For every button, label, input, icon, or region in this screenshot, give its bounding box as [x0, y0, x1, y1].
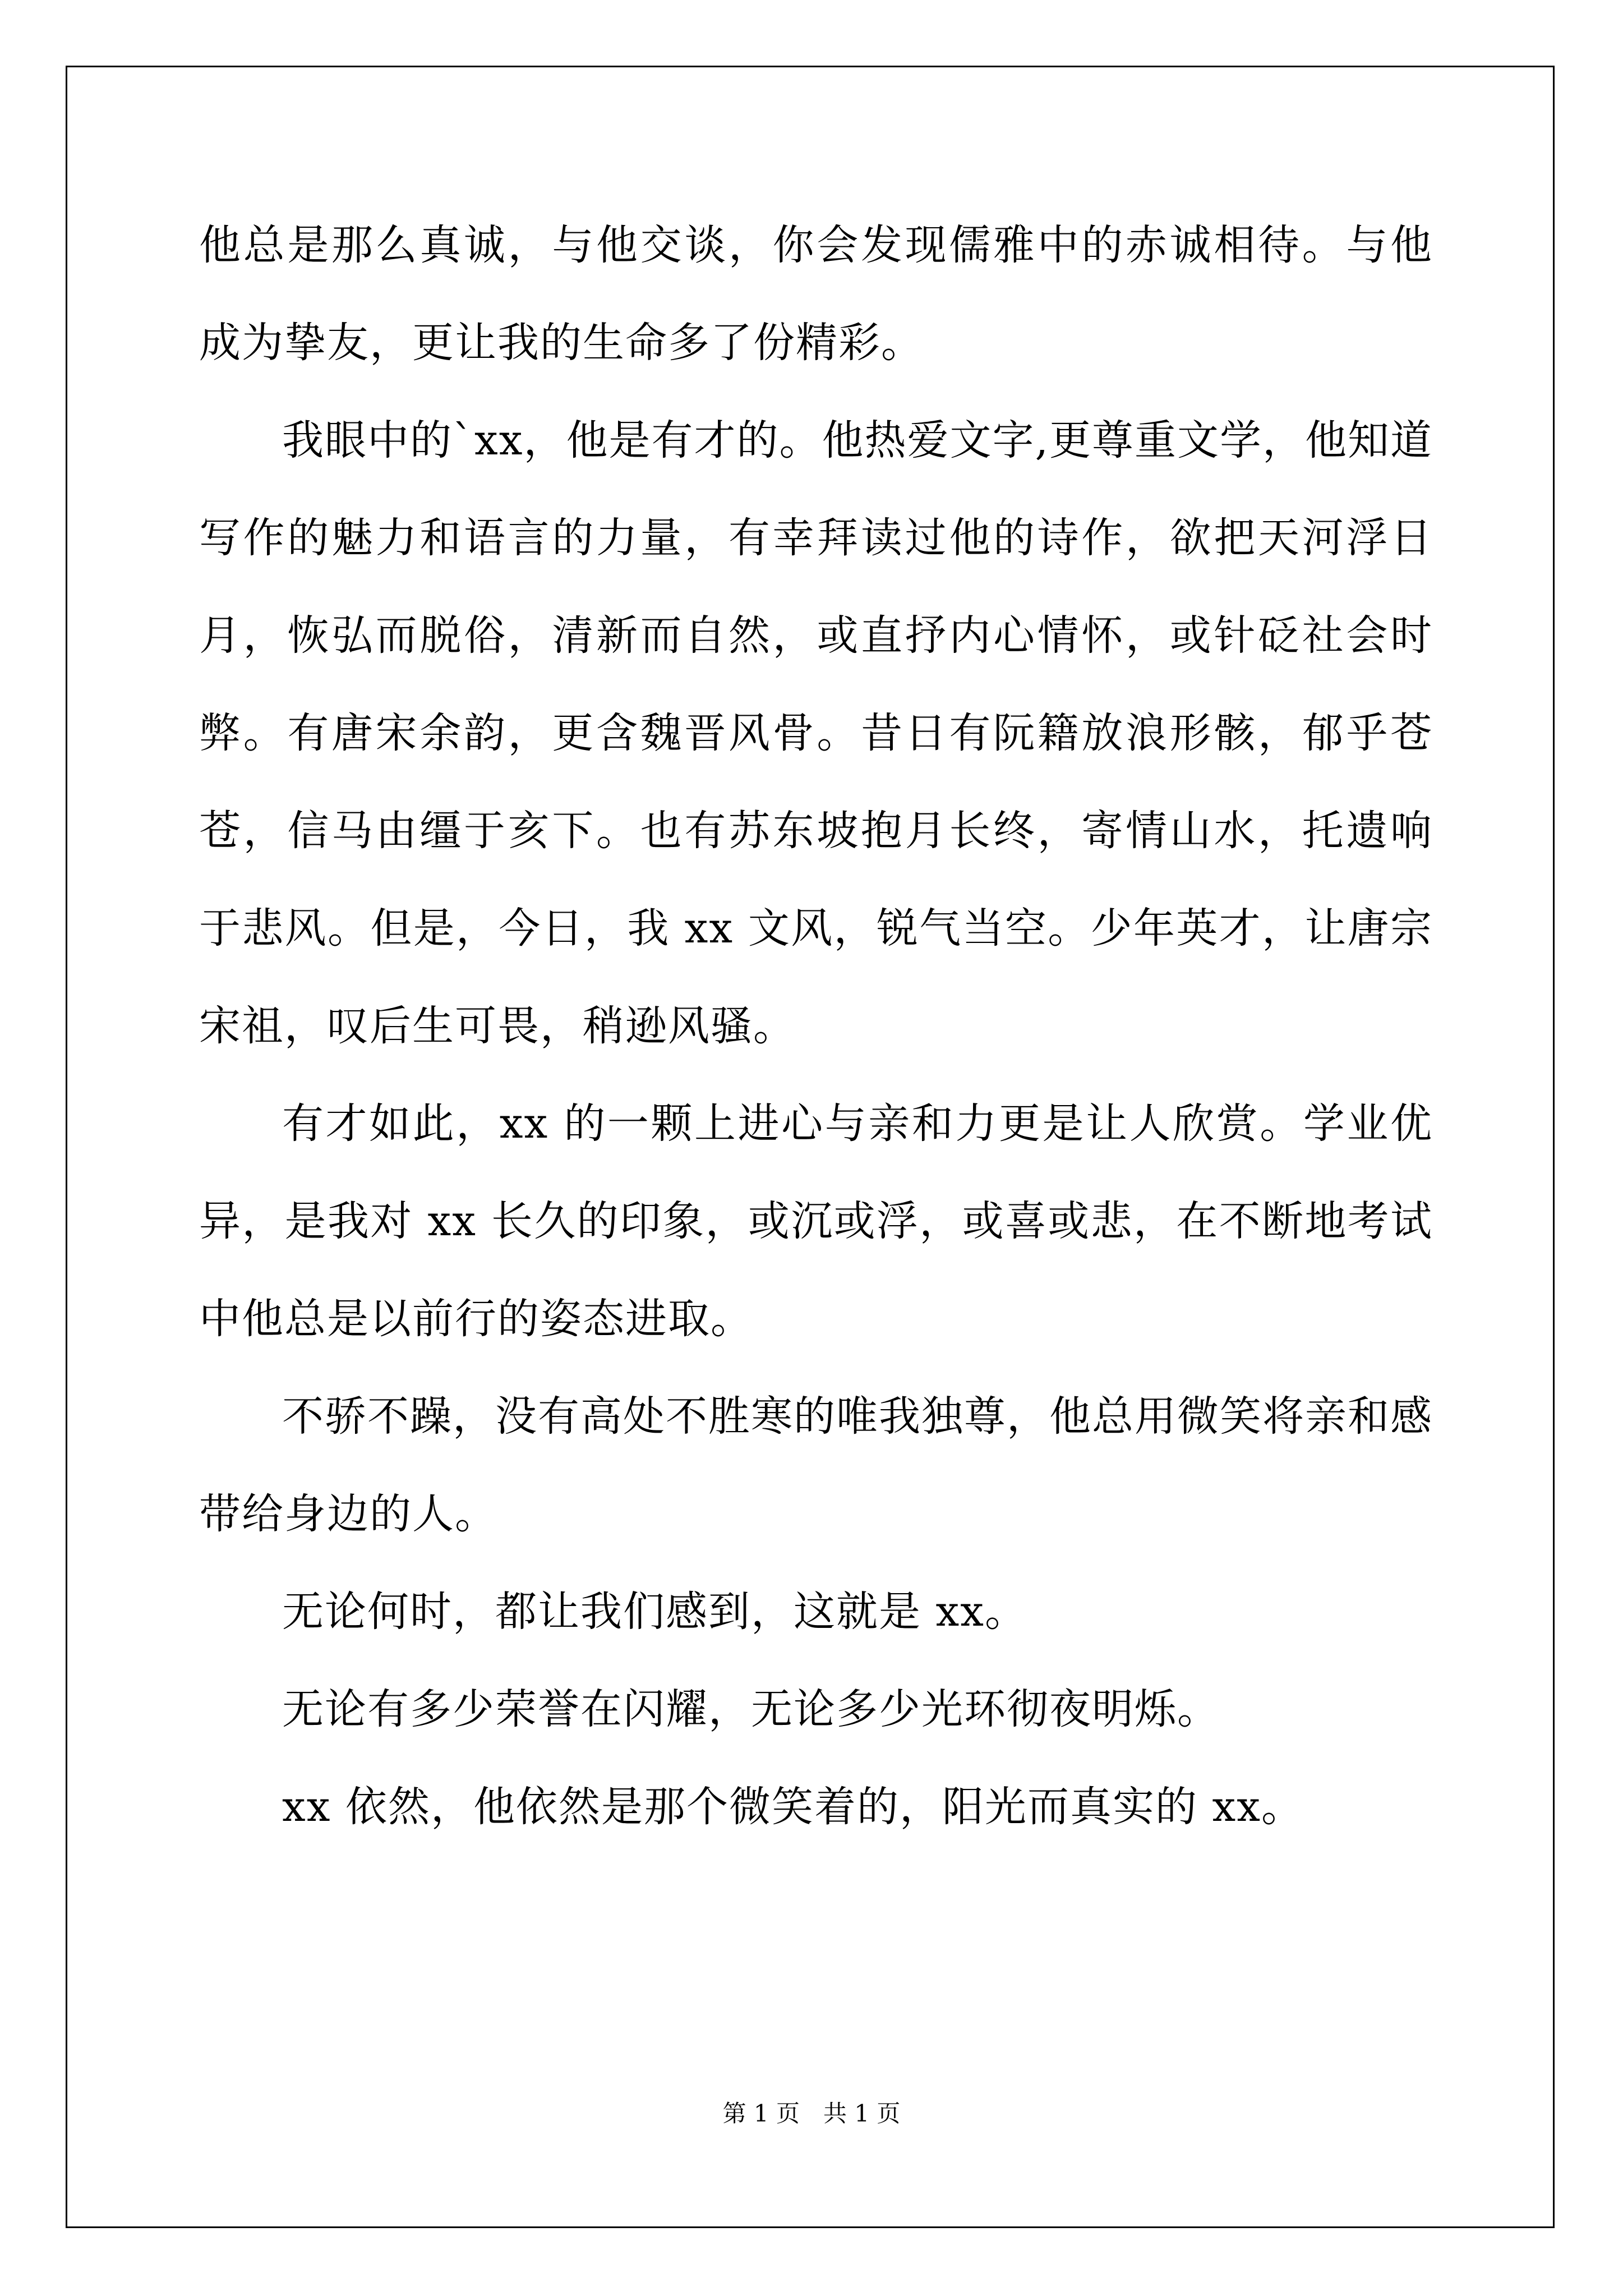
paragraph-3: 有才如此，xx 的一颗上进心与亲和力更是让人欣赏。学业优异，是我对 xx 长久的印象，或沉或浮，或喜或悲，在不断地考试中他总是以前行的姿态进取。 — [199, 1099, 1433, 1343]
page-number-footer: 第 1 页 共 1 页 — [722, 2100, 901, 2127]
paragraph-1: 他总是那么真诚，与他交谈，你会发现儒雅中的赤诚相待。与他成为挚友，更让我的生命多了份精彩。 — [199, 221, 1433, 367]
paragraph-2: 我眼中的`xx，他是有才的。他热爱文字,更尊重文学，他知道写作的魅力和语言的力量，有幸拜读过他的诗作，欲把天河浮日月，恢弘而脱俗，清新而自然，或直抒内心情怀，或针砭社会时弊。有唐宋余韵，更含魏晋风骨。昔日有阮籍放浪形骸，郁乎苍苍，信马由缰于亥下。也有苏东坡抱月长终，寄情山水，托遗响于悲风。但是，今日，我 xx 文风，锐气当空。少年英才，让唐宗宋祖，叹后生可畏，稍逊风骚。 — [199, 416, 1433, 1050]
paragraph-5: 无论何时，都让我们感到，这就是 xx。 — [282, 1588, 1027, 1636]
paragraph-6: 无论有多少荣誉在闪耀，无论多少光环彻夜明烁。 — [282, 1685, 1220, 1733]
paragraph-4: 不骄不躁，没有高处不胜寒的唯我独尊，他总用微笑将亲和感带给身边的人。 — [199, 1392, 1433, 1538]
document-body — [199, 196, 1433, 1856]
paragraph-7: xx 依然，他依然是那个微笑着的，阳光而真实的 xx。 — [282, 1783, 1304, 1831]
